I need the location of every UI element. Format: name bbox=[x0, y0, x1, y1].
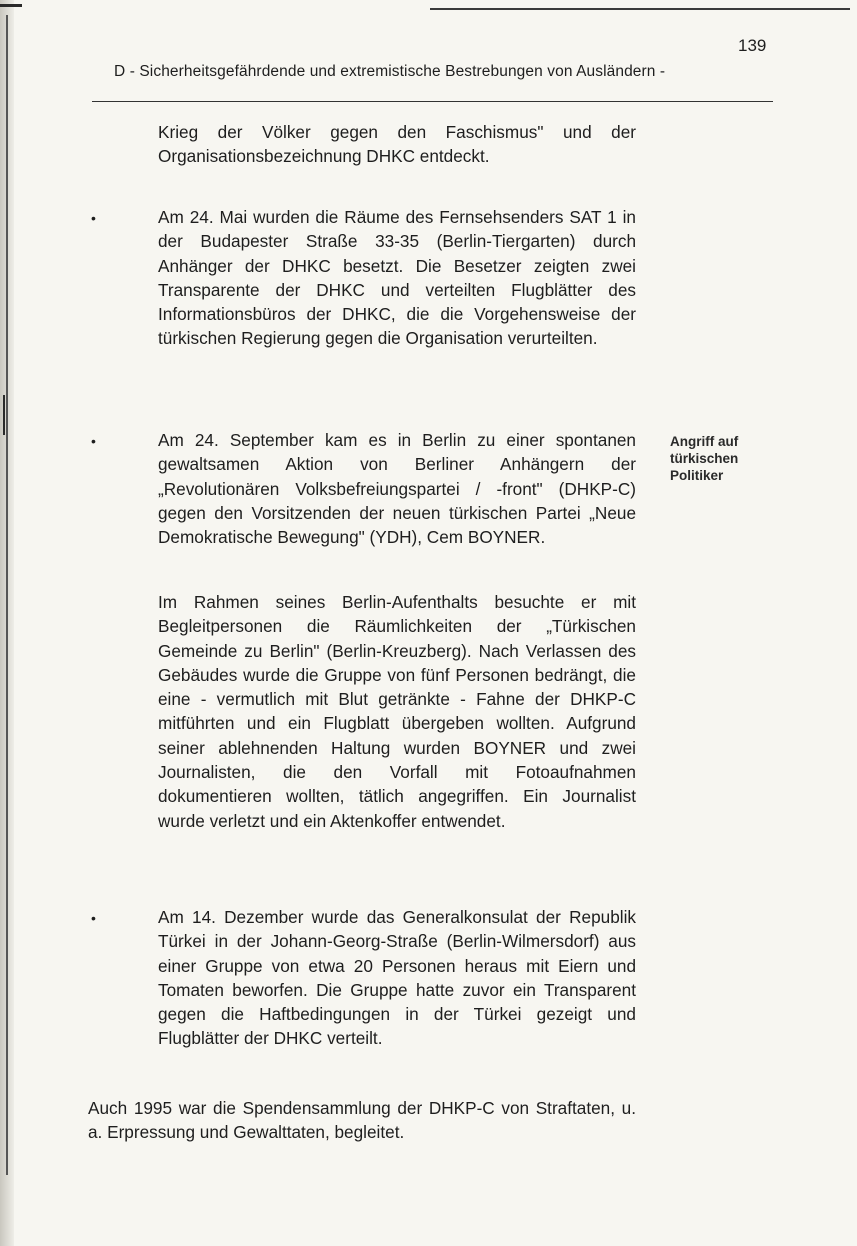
bullet-marker: • bbox=[91, 910, 96, 926]
continuation-paragraph: Krieg der Völker gegen den Faschismus" und der Organisationsbezeichnung DHKC entdeckt. bbox=[158, 122, 636, 167]
bullet-marker: • bbox=[91, 210, 96, 226]
bullet-item-boyner: Am 24. September kam es in Berlin zu einer spontanen gewaltsamen Aktion von Berliner Anhängern der „Revolutionären Volksbefreiungspartei / -front" (DHKP-C) gegen den Vorsitzenden der neuen türkischen Partei „Neue Demokratische Bewegung" (YDH), Cem BOYNER. bbox=[158, 430, 636, 548]
scan-edge-mark bbox=[0, 4, 22, 7]
bullet-marker: • bbox=[91, 433, 96, 449]
running-header: D - Sicherheitsgefährdende und extremistische Bestrebungen von Ausländern - bbox=[114, 63, 666, 80]
bullet-item-sat1: Am 24. Mai wurden die Räume des Fernsehsenders SAT 1 in der Budapester Straße 33-35 (Berlin-Tiergarten) durch Anhänger der DHKC besetzt. Die Besetzer zeigten zwei Transparente der DHKC und verteilten Flugblätter des Informationsbüros der DHKC, die die Vorgehensweise der türkischen Regierung gegen die Organisation verurteilten. bbox=[158, 207, 636, 349]
bullet-item-generalkonsulat: Am 14. Dezember wurde das Generalkonsulat der Republik Türkei in der Johann-Georg-Straße (Berlin-Wilmersdorf) aus einer Gruppe von etwa 20 Personen heraus mit Eiern und Tomaten beworfen. Die Gruppe hatte zuvor ein Transparent gegen die Haftbedingungen in der Türkei gezeigt und Flugblätter der DHKC verteilt. bbox=[158, 907, 636, 1049]
bullet-item-boyner-continuation: Im Rahmen seines Berlin-Aufenthalts besuchte er mit Begleitpersonen die Räumlichkeiten der „Türkischen Gemeinde zu Berlin" (Berlin-Kreuzberg). Nach Verlassen des Gebäudes wurde die Gruppe von fünf Personen bedrängt, die eine - vermutlich mit Blut getränkte - Fahne der DHKP-C mitführten und ein Flugblatt übergeben wollten. Aufgrund seiner ablehnenden Haltung wurden BOYNER und zwei Journalisten, die den Vorfall mit Fotoaufnahmen dokumentieren wollten, tätlich angegriffen. Ein Journalist wurde verletzt und ein Aktenkoffer entwendet. bbox=[158, 592, 636, 831]
closing-paragraph: Auch 1995 war die Spendensammlung der DHKP-C von Straftaten, u. a. Erpressung und Gewalttaten, begleitet. bbox=[88, 1098, 636, 1143]
header-divider bbox=[92, 101, 773, 102]
page-number: 139 bbox=[738, 36, 767, 55]
scan-edge-line bbox=[3, 395, 5, 435]
top-edge-rule bbox=[430, 8, 850, 10]
scan-edge-line bbox=[6, 15, 8, 1175]
margin-note: Angriff auf türkischen Politiker bbox=[670, 434, 739, 483]
